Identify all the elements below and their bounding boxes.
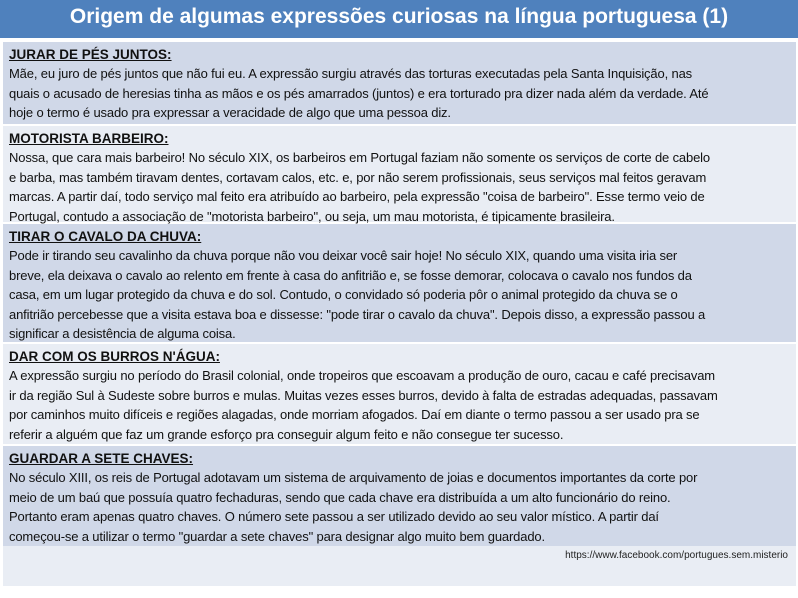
expression-heading: GUARDAR A SETE CHAVES: xyxy=(9,451,194,466)
expression-text-line: Mãe, eu juro de pés juntos que não fui eu. A expressão surgiu através das torturas executadas pela Santa Inquisição, nas xyxy=(9,66,693,81)
expression-text-line: Nossa, que cara mais barbeiro! No século XIX, os barbeiros em Portugal faziam não somente os serviços de corte de cabelo xyxy=(9,150,710,165)
expression-heading: MOTORISTA BARBEIRO: xyxy=(9,131,169,146)
expression-text-line: Pode ir tirando seu cavalinho da chuva porque não vou deixar você sair hoje! No século XIX, quando uma visita iria ser xyxy=(9,248,678,263)
expression-text-line: significar a desistência de alguma coisa. xyxy=(9,326,236,341)
expression-text-line: marcas. A partir daí, todo serviço mal feito era atribuído ao barbeiro, pela expressão "coisa de barbeiro". Esse termo veio de xyxy=(9,189,705,204)
expression-section xyxy=(3,224,796,342)
expression-text-line: por caminhos muito difíceis e regiões alagadas, onde morriam afogados. Daí em diante o termo passou a ser usado pra se xyxy=(9,407,700,422)
footer xyxy=(3,546,796,586)
expression-text-line: e barba, mas também tiravam dentes, cortavam calos, etc. e, por não serem profissionais, seus serviços mal feitos geravam xyxy=(9,169,707,185)
expression-heading: TIRAR O CAVALO DA CHUVA: xyxy=(9,229,202,244)
expression-section xyxy=(3,42,796,124)
expression-text-line: Portanto eram apenas quatro chaves. O número sete passou a ser utilizado devido ao seu valor místico. A partir daí xyxy=(9,509,659,524)
expression-section xyxy=(3,344,796,444)
expression-text-line: hoje o termo é usado pra expressar a veracidade de algo que uma pessoa diz. xyxy=(9,105,451,120)
expression-text-line: casa, em um lugar protegido da chuva e do sol. Contudo, o convidado só poderia pôr o animal protegido da chuva se o xyxy=(9,287,678,302)
expression-text-line: A expressão surgiu no período do Brasil colonial, onde tropeiros que escoavam a produção de ouro, cacau e café precisavam xyxy=(9,368,715,383)
expression-text-line: quais o acusado de heresias tinha as mãos e os pés amarrados (juntos) e era torturado pra dizer nada além da verdade. Até xyxy=(9,85,709,101)
source-url: https://www.facebook.com/portugues.sem.misterio xyxy=(565,550,788,561)
expression-text-line: No século XIII, os reis de Portugal adotavam um sistema de arquivamento de joias e documentos importantes da corte por xyxy=(9,470,698,485)
expression-section xyxy=(3,446,796,546)
expression-section xyxy=(3,126,796,222)
page-title: Origem de algumas expressões curiosas na língua portuguesa (1) xyxy=(0,0,798,40)
expression-text-line: Portugal, contudo a associação de "motorista barbeiro", ou seja, um mau motorista, é tipicamente brasileira. xyxy=(9,208,615,224)
expression-heading: DAR COM OS BURROS N'ÁGUA: xyxy=(9,349,220,364)
expression-heading: JURAR DE PÉS JUNTOS: xyxy=(9,47,172,62)
expression-text-line: anfitrião percebesse que a visita estava boa e dissesse: "pode tirar o cavalo da chuva". Depois disso, a expressão passou a xyxy=(9,306,706,322)
expression-text-line: ir da região Sul à Sudeste sobre burros e mulas. Muitas vezes esses burros, devido à falta de estradas adequadas, passavam xyxy=(9,387,718,403)
expression-text-line: referir a alguém que faz um grande esforço pra conseguir algum feito e não consegue ter sucesso. xyxy=(9,426,564,442)
expression-text-line: breve, ela deixava o cavalo ao relento em frente à casa do anfitrião e, se fosse demorar, colocava o cavalo nos fundos da xyxy=(9,267,692,283)
expression-text-line: meio de um baú que possuía quatro fechaduras, sendo que cada chave era distribuída a um alto funcionário do reino. xyxy=(9,489,671,505)
expression-text-line: começou-se a utilizar o termo "guardar a sete chaves" para designar algo muito bem guardado. xyxy=(9,528,545,544)
